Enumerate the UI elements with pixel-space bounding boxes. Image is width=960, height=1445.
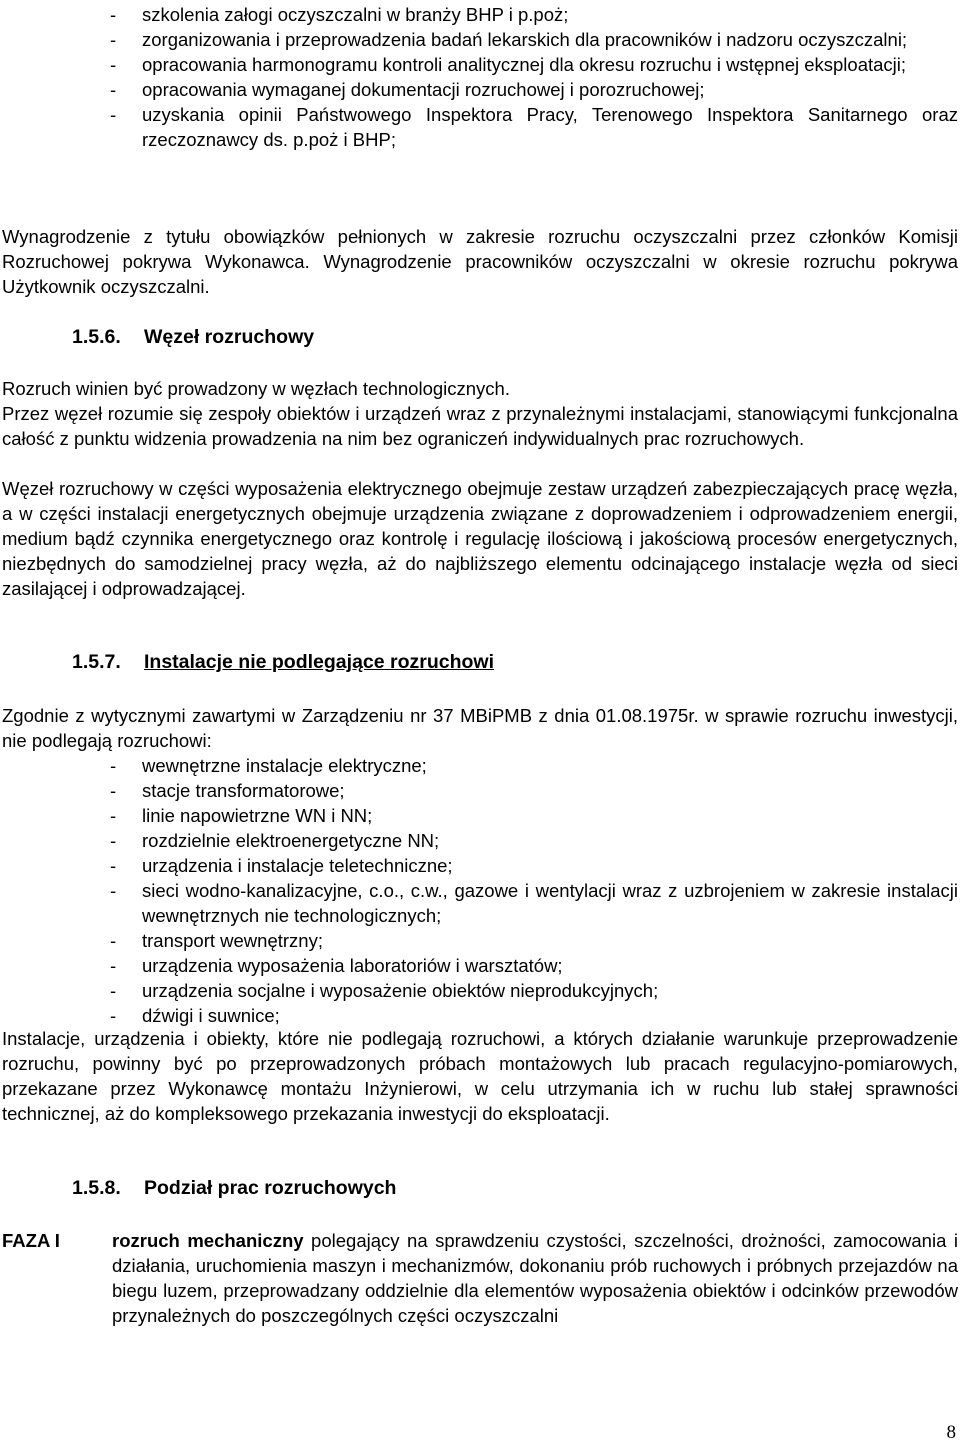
- list-item-text: urządzenia i instalacje teletechniczne;: [142, 855, 453, 876]
- list-item: - sieci wodno-kanalizacyjne, c.o., c.w., gazowe i wentylacji wraz z uzbrojeniem w zakresie instalacji wewnętrznych nie technologicznych;: [110, 880, 958, 926]
- list-item: - stacje transformatorowe;: [110, 780, 345, 801]
- list-157: [110, 753, 958, 1028]
- paragraph-156-3: Węzeł rozruchowy w części wyposażenia elektrycznego obejmuje zestaw urządzeń zabezpieczających pracę węzła, a w części instalacji energetycznych obejmuje urządzenia związane z doprowadzeniem i odprowadzeniem energii, medium bądź czynnika energetycznego oraz kontrolę i regulację ilościową i jakościową procesów energetycznych, niezbędnych do samodzielnej pracy węzła, aż do najbliższego elementu odcinającego instalacje węzła od sieci zasilającej i odprowadzającej.: [2, 478, 958, 599]
- paragraph-156-2: Przez węzeł rozumie się zespoły obiektów i urządzeń wraz z przynależnymi instalacjami, stanowiącymi funkcjonalna całość z punktu widzenia prowadzenia na nim bez ograniczeń indywidualnych prac rozruchowych.: [2, 403, 958, 449]
- paragraph-157-intro: Zgodnie z wytycznymi zawartymi w Zarządzeniu nr 37 MBiPMB z dnia 01.08.1975r. w sprawie rozruchu inwestycji, nie podlegają rozruchowi:: [2, 705, 958, 751]
- list-item-text: szkolenia załogi oczyszczalni w branży BHP i p.poż;: [142, 4, 569, 25]
- section-title: Instalacje nie podlegające rozruchowi: [144, 651, 495, 673]
- list-item-text: urządzenia wyposażenia laboratoriów i warsztatów;: [142, 955, 563, 976]
- section-title: Podział prac rozruchowych: [144, 1177, 397, 1199]
- list-item: - rozdzielnie elektroenergetyczne NN;: [110, 830, 440, 851]
- list-item-text: zorganizowania i przeprowadzenia badań lekarskich dla pracowników i nadzoru oczyszczalni;: [142, 29, 908, 50]
- list-item: - zorganizowania i przeprowadzenia badań lekarskich dla pracowników i nadzoru oczyszczalni;: [110, 29, 908, 50]
- list-item: - urządzenia wyposażenia laboratoriów i warsztatów;: [110, 955, 563, 976]
- section-number: 1.5.7.: [72, 651, 121, 673]
- paragraph-wynagrodzenie: Wynagrodzenie z tytułu obowiązków pełnionych w zakresie rozruchu oczyszczalni przez członków Komisji Rozruchowej pokrywa Wykonawca. Wynagrodzenie pracowników oczyszczalni w okresie rozruchu pokrywa Użytkownik oczyszczalni.: [2, 226, 958, 297]
- list-item: - linie napowietrzne WN i NN;: [110, 805, 373, 826]
- paragraph-157-outro: Instalacje, urządzenia i obiekty, które nie podlegają rozruchowi, a których działanie warunkuje przeprowadzenie rozruchu, powinny być po przeprowadzonych próbach montażowych lub pracach regulacyjno-pomiarowych, przekazane przez Wykonawcę montażu Inżynierowi, w celu utrzymania ich w ruchu lub stałej sprawności technicznej, aż do kompleksowego przekazania inwestycji do eksploatacji.: [2, 1028, 958, 1124]
- faza-term: rozruch mechaniczny: [112, 1230, 304, 1251]
- list-item-text: stacje transformatorowe;: [142, 780, 345, 801]
- section-heading-157: [72, 650, 494, 675]
- section-title: Węzeł rozruchowy: [144, 326, 315, 348]
- list-item: - opracowania wymaganej dokumentacji rozruchowej i porozruchowej;: [110, 79, 705, 100]
- list-item-text: wewnętrzne instalacje elektryczne;: [142, 755, 427, 776]
- list-item: - opracowania harmonogramu kontroli analitycznej dla okresu rozruchu i wstępnej eksploatacji;: [110, 54, 907, 75]
- list-item-text: sieci wodno-kanalizacyjne, c.o., c.w., gazowe i wentylacji wraz z uzbrojeniem w zakresie instalacji wewnętrznych nie technologicznych;: [142, 880, 958, 926]
- list-item-text: linie napowietrzne WN i NN;: [142, 805, 373, 826]
- faza-label: FAZA I: [2, 1230, 60, 1251]
- section-number: 1.5.8.: [72, 1177, 121, 1199]
- list-item-text: dźwigi i suwnice;: [142, 1005, 280, 1026]
- list-item: - dźwigi i suwnice;: [110, 1005, 280, 1026]
- list-item-text: rozdzielnie elektroenergetyczne NN;: [142, 830, 440, 851]
- list-item: - urządzenia i instalacje teletechniczne;: [110, 855, 453, 876]
- list-item: - transport wewnętrzny;: [110, 930, 323, 951]
- list-item-text: transport wewnętrzny;: [142, 930, 323, 951]
- list-item-text: uzyskania opinii Państwowego Inspektora Pracy, Terenowego Inspektora Sanitarnego oraz rzeczoznawcy ds. p.poż i BHP;: [142, 104, 958, 150]
- list-item-text: opracowania wymaganej dokumentacji rozruchowej i porozruchowej;: [142, 79, 705, 100]
- section-number: 1.5.6.: [72, 326, 121, 348]
- page-number: 8: [946, 1422, 956, 1443]
- list-item: - szkolenia załogi oczyszczalni w branży BHP i p.poż;: [110, 4, 569, 25]
- faza-description: [112, 1228, 958, 1328]
- list-item: - wewnętrzne instalacje elektryczne;: [110, 755, 427, 776]
- list-top: [110, 2, 958, 152]
- list-item-text: urządzenia socjalne i wyposażenie obiektów nieprodukcyjnych;: [142, 980, 659, 1001]
- list-item-text: opracowania harmonogramu kontroli analitycznej dla okresu rozruchu i wstępnej eksploatacji;: [142, 54, 907, 75]
- list-item: - uzyskania opinii Państwowego Inspektora Pracy, Terenowego Inspektora Sanitarnego oraz rzeczoznawcy ds. p.poż i BHP;: [110, 104, 958, 150]
- faza-text: polegający na sprawdzeniu czystości, szczelności, drożności, zamocowania i działania, uruchomienia maszyn i mechanizmów, dokonaniu prób ruchowych i próbnych przejazdów na biegu luzem, przeprowadzany oddzielnie dla elementów wyposażenia obiektów i odcinków przewodów przynależnych do poszczególnych części oczyszczalni: [112, 1230, 958, 1326]
- section-heading-158: [72, 1176, 396, 1201]
- paragraph-156-1: Rozruch winien być prowadzony w węzłach technologicznych.: [2, 378, 510, 399]
- section-heading-156: [72, 325, 314, 350]
- list-item: - urządzenia socjalne i wyposażenie obiektów nieprodukcyjnych;: [110, 980, 659, 1001]
